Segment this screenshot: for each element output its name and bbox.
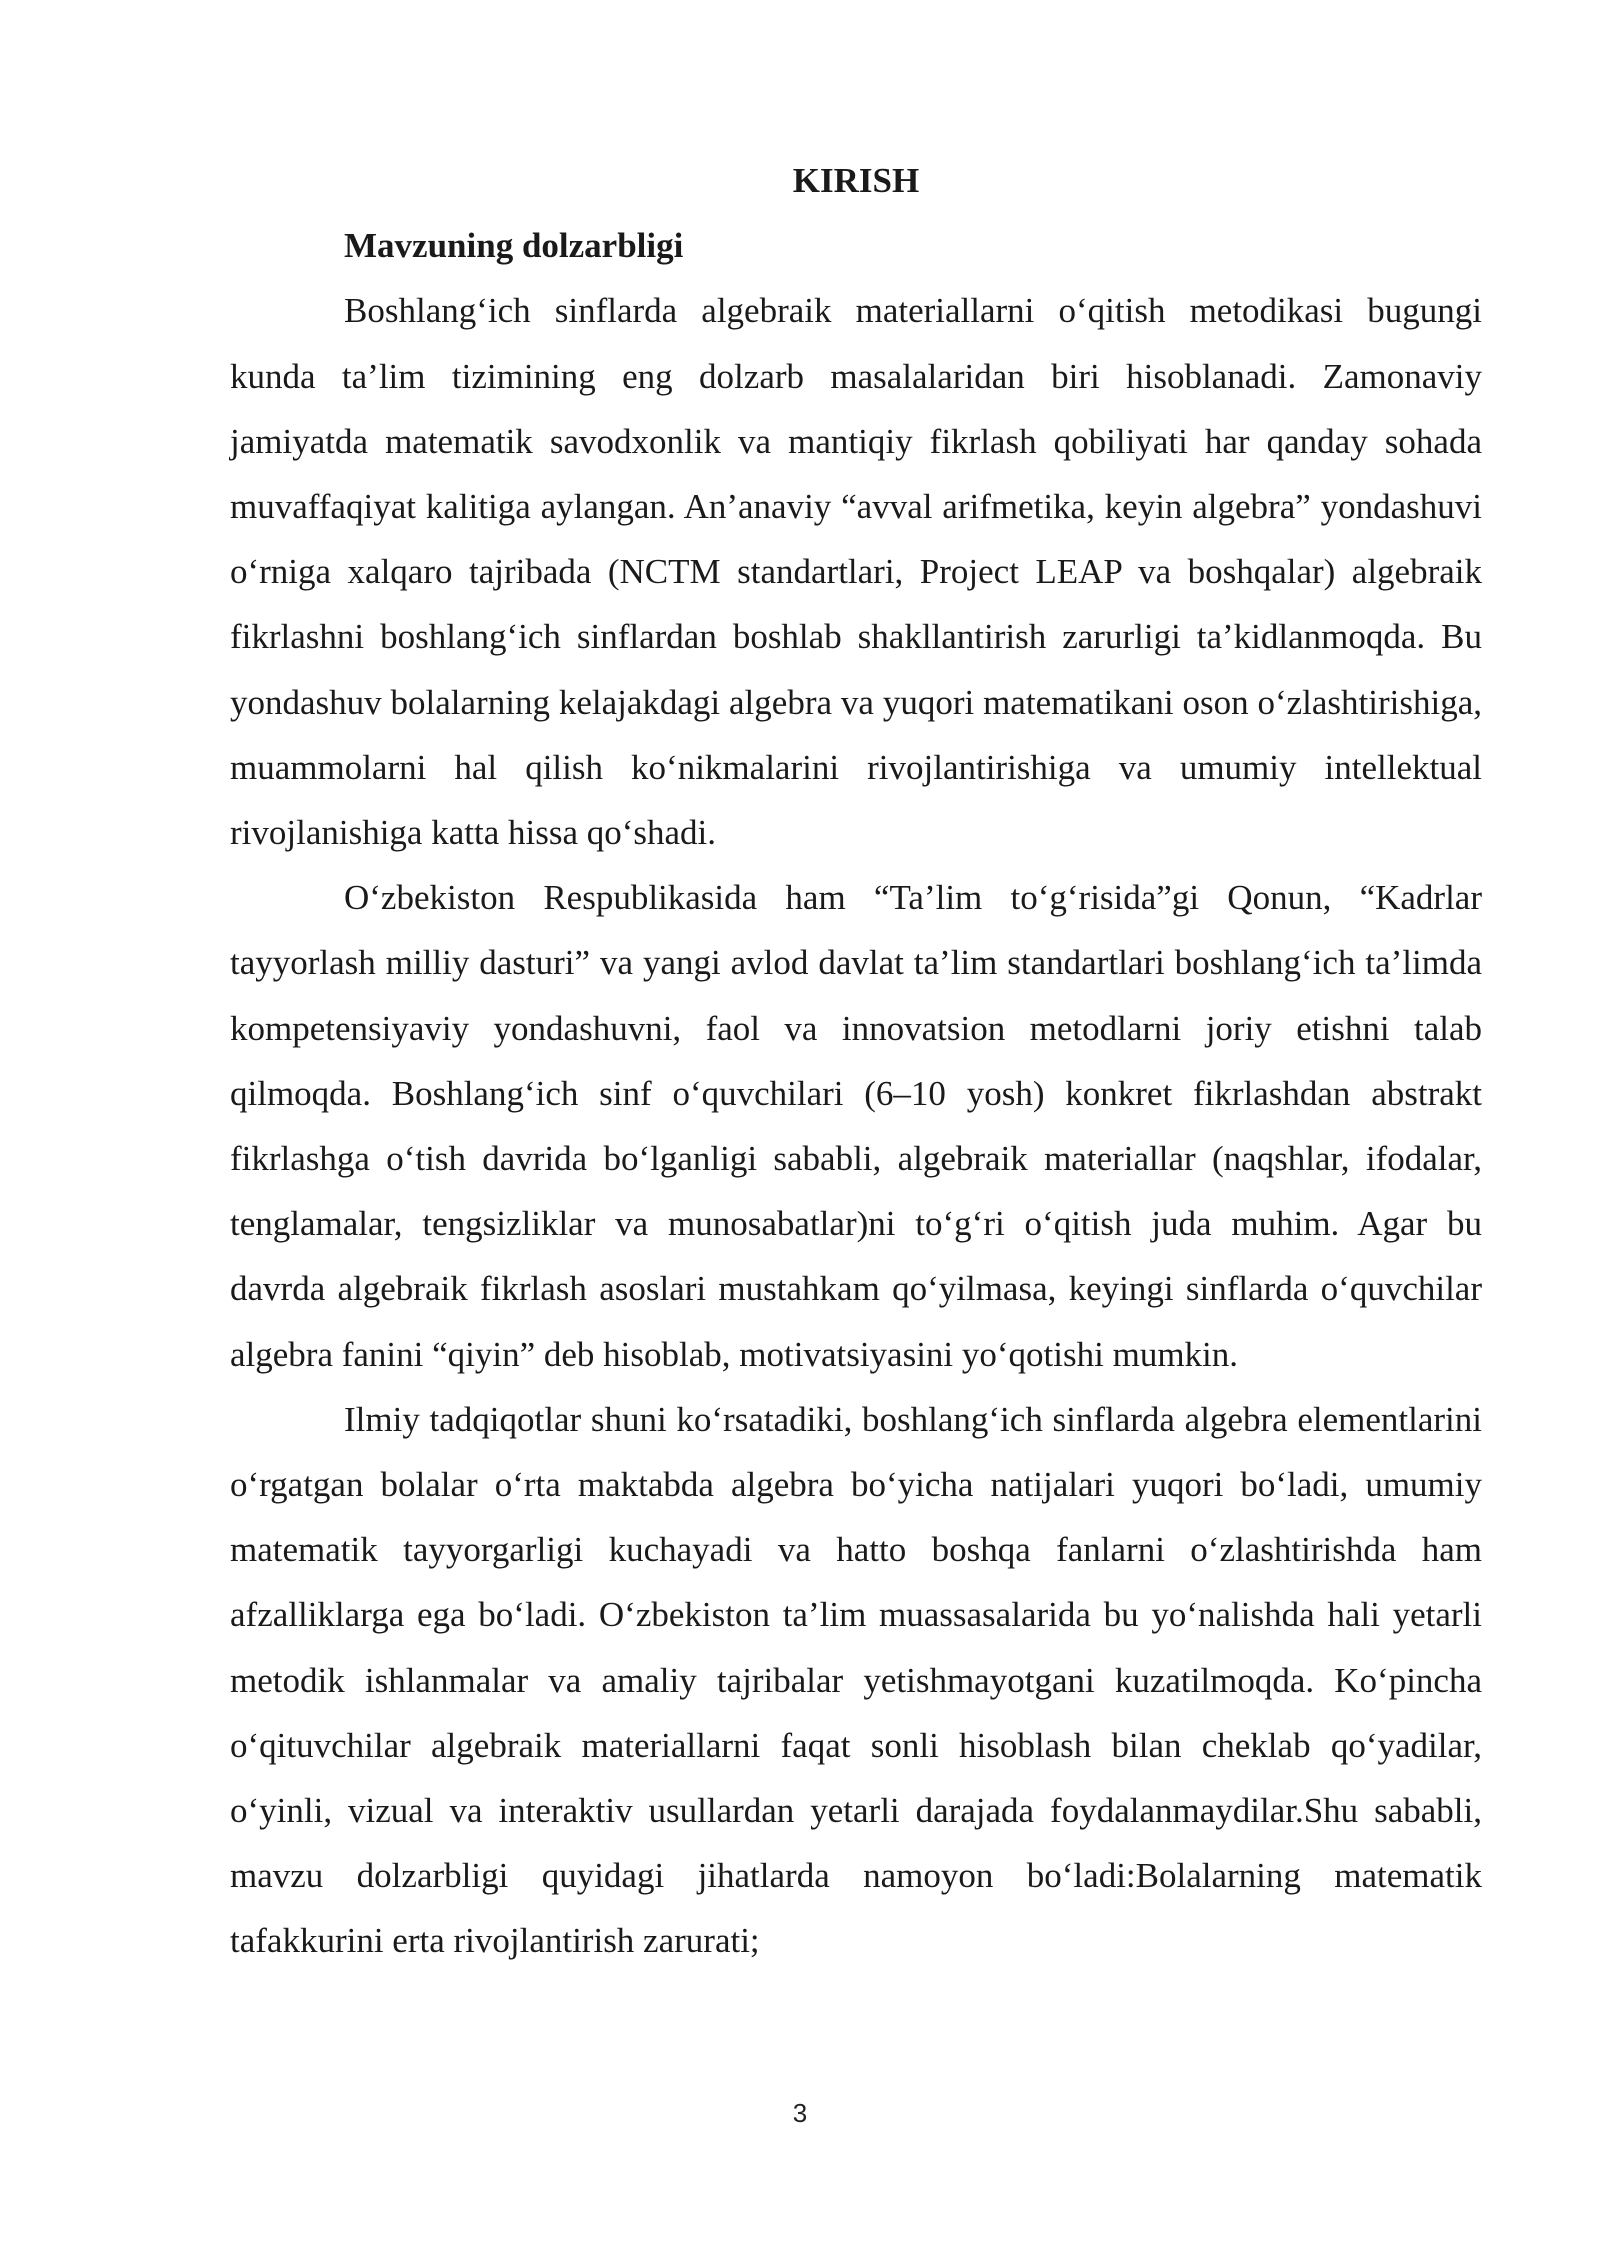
paragraph-2: O‘zbekiston Respublikasida ham “Ta’lim to‘g‘risida”gi Qonun, “Kadrlar tayyorlash milliy dasturi” va yangi avlod davlat ta’lim standartlari boshlang‘ich ta’limda kompetensiyaviy yondashuvni, faol va innovatsion metodlarni joriy etishni talab qilmoqda. Boshlang‘ich sinf o‘quvchilari (6–10 yosh) konkret fikrlashdan abstrakt fikrlashga o‘tish davrida bo‘lganligi sababli, algebraik materiallar (naqshlar, ifodalar, tenglamalar, tengsizliklar va munosabatlar)ni to‘g‘ri o‘qitish juda muhim. Agar bu davrda algebraik fikrlash asoslari mustahkam qo‘yilmasa, keyingi sinflarda o‘quvchilar algebra fanini “qiyin” deb hisoblab, motivatsiyasini yo‘qotishi mumkin. bbox=[230, 878, 1482, 1374]
page-content bbox=[230, 148, 1482, 1974]
page-title: KIRISH bbox=[792, 161, 920, 200]
section-heading: Mavzuning dolzarbligi bbox=[344, 226, 684, 266]
paragraph-3: Ilmiy tadqiqotlar shuni ko‘rsatadiki, boshlang‘ich sinflarda algebra elementlarini o‘rgatgan bolalar o‘rta maktabda algebra bo‘yicha natijalari yuqori bo‘ladi, umumiy matematik tayyorgarligi kuchayadi va hatto boshqa fanlarni o‘zlashtirishda ham afzalliklarga ega bo‘ladi. O‘zbekiston ta’lim muassasalarida bu yo‘nalishda hali yetarli metodik ishlanmalar va amaliy tajribalar yetishmayotgani kuzatilmoqda. Ko‘pincha o‘qituvchilar algebraik materiallarni faqat sonli hisoblash bilan cheklab qo‘yadilar, o‘yinli, vizual va interaktiv usullardan yetarli darajada foydalanmaydilar.Shu sababli, mavzu dolzarbligi quyidagi jihatlarda namoyon bo‘ladi:Bolalarning matematik tafakkurini erta rivojlantirish zarurati; bbox=[230, 1399, 1482, 1961]
paragraph-1: Boshlang‘ich sinflarda algebraik materiallarni o‘qitish metodikasi bugungi kunda ta’lim tizimining eng dolzarb masalalaridan biri hisoblanadi. Zamonaviy jamiyatda matematik savodxonlik va mantiqiy fikrlash qobiliyati har qanday sohada muvaffaqiyat kalitiga aylangan. An’anaviy “avval arifmetika, keyin algebra” yondashuvi o‘rniga xalqaro tajribada (NCTM standartlari, Project LEAP va boshqalar) algebraik fikrlashni boshlang‘ich sinflardan boshlab shakllantirish zarurligi ta’kidlanmoqda. Bu yondashuv bolalarning kelajakdagi algebra va yuqori matematikani oson o‘zlashtirishiga, muammolarni hal qilish ko‘nikmalarini rivojlantirishiga va umumiy intellektual rivojlanishiga katta hissa qo‘shadi. bbox=[230, 291, 1482, 853]
page-number: 3 bbox=[792, 2098, 808, 2128]
